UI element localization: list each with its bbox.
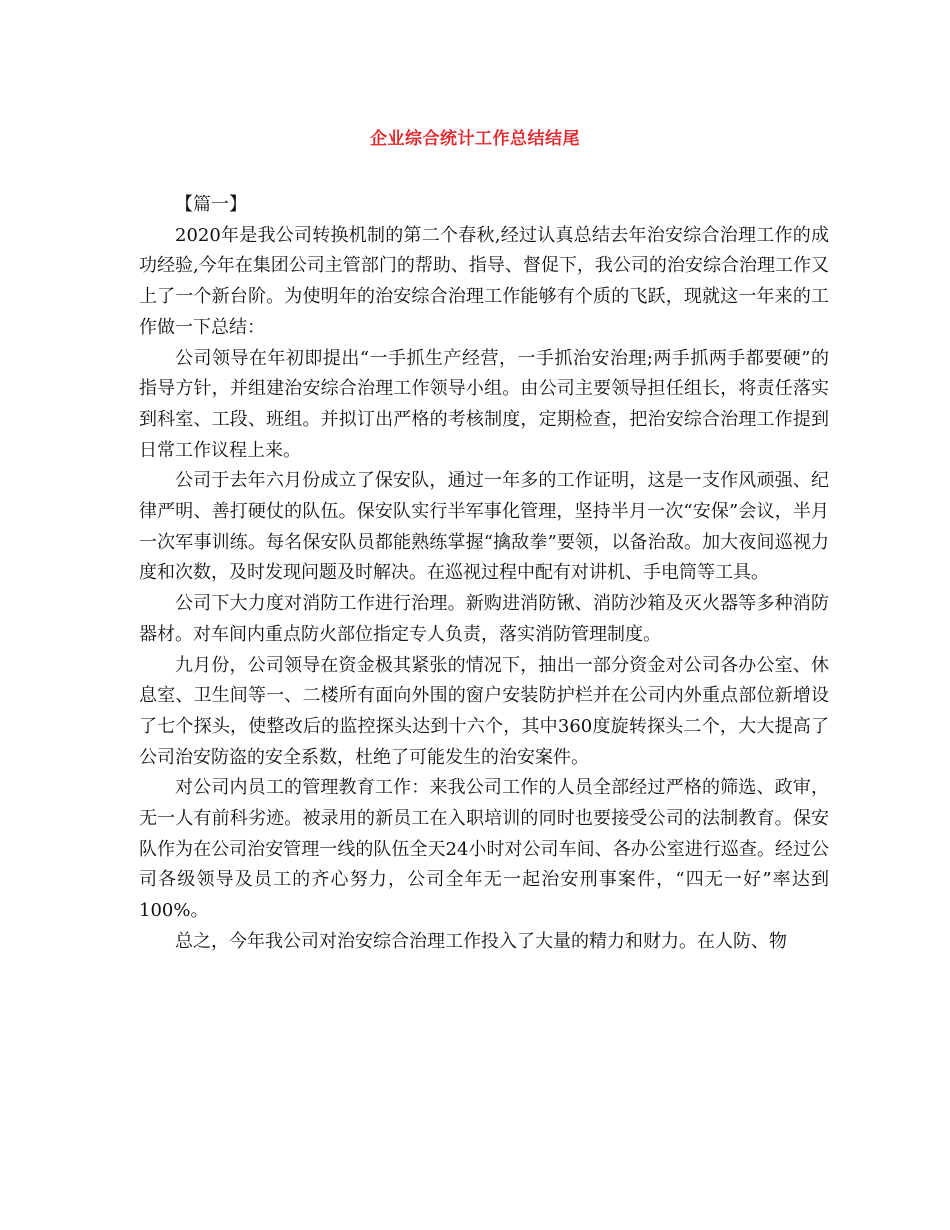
paragraph: 公司领导在年初即提出“一手抓生产经营，一手抓治安治理;两手抓两手都要硬”的指导方针，并组建治安综合治理工作领导小组。由公司主要领导担任组长，将责任落实到科室、工段、班组。并拟订出严格的考核制度，定期检查，把治安综合治理工作提到日常工作议程上来。	[139, 347, 829, 461]
paragraph: 公司下大力度对消防工作进行治理。新购进消防锹、消防沙箱及灭火器等多种消防器材。对车间内重点防火部位指定专人负责，落实消防管理制度。	[139, 593, 829, 645]
document-body	[139, 190, 829, 958]
paragraph: 公司于去年六月份成立了保安队，通过一年多的工作证明，这是一支作风顽强、纪律严明、善打硬仗的队伍。保安队实行半军事化管理，坚持半月一次“安保”会议，半月一次军事训练。每名保安队员都能熟练掌握“擒敌拳”要领，以备治敌。加大夜间巡视力度和次数，及时发现问题及时解决。在巡视过程中配有对讲机、手电筒等工具。	[139, 470, 829, 584]
paragraph: 对公司内员工的管理教育工作：来我公司工作的人员全部经过严格的筛选、政审，无一人有前科劣迹。被录用的新员工在入职培训的同时也要接受公司的法制教育。保安队作为在公司治安管理一线的队伍全天24小时对公司车间、各办公室进行巡查。经过公司各级领导及员工的齐心努力，公司全年无一起治安刑事案件，“四无一好”率达到100%。	[139, 777, 829, 922]
section-heading: 【篇一】	[175, 194, 247, 215]
paragraph: 2020年是我公司转换机制的第二个春秋,经过认真总结去年治安综合治理工作的成功经验,今年在集团公司主管部门的帮助、指导、督促下，我公司的治安综合治理工作又上了一个新台阶。为使明年的治安综合治理工作能够有个质的飞跃，现就这一年来的工作做一下总结：	[139, 224, 829, 338]
paragraph: 九月份，公司领导在资金极其紧张的情况下，抽出一部分资金对公司各办公室、休息室、卫生间等一、二楼所有面向外围的窗户安装防护栏并在公司内外重点部位新增设了七个探头，使整改后的监控探头达到十六个，其中360度旋转探头二个，大大提高了公司治安防盗的安全系数，杜绝了可能发生的治安案件。	[139, 654, 829, 768]
paragraph: 总之，今年我公司对治安综合治理工作投入了大量的精力和财力。在人防、物	[175, 930, 787, 952]
document-title: 企业综合统计工作总结结尾	[370, 129, 580, 149]
